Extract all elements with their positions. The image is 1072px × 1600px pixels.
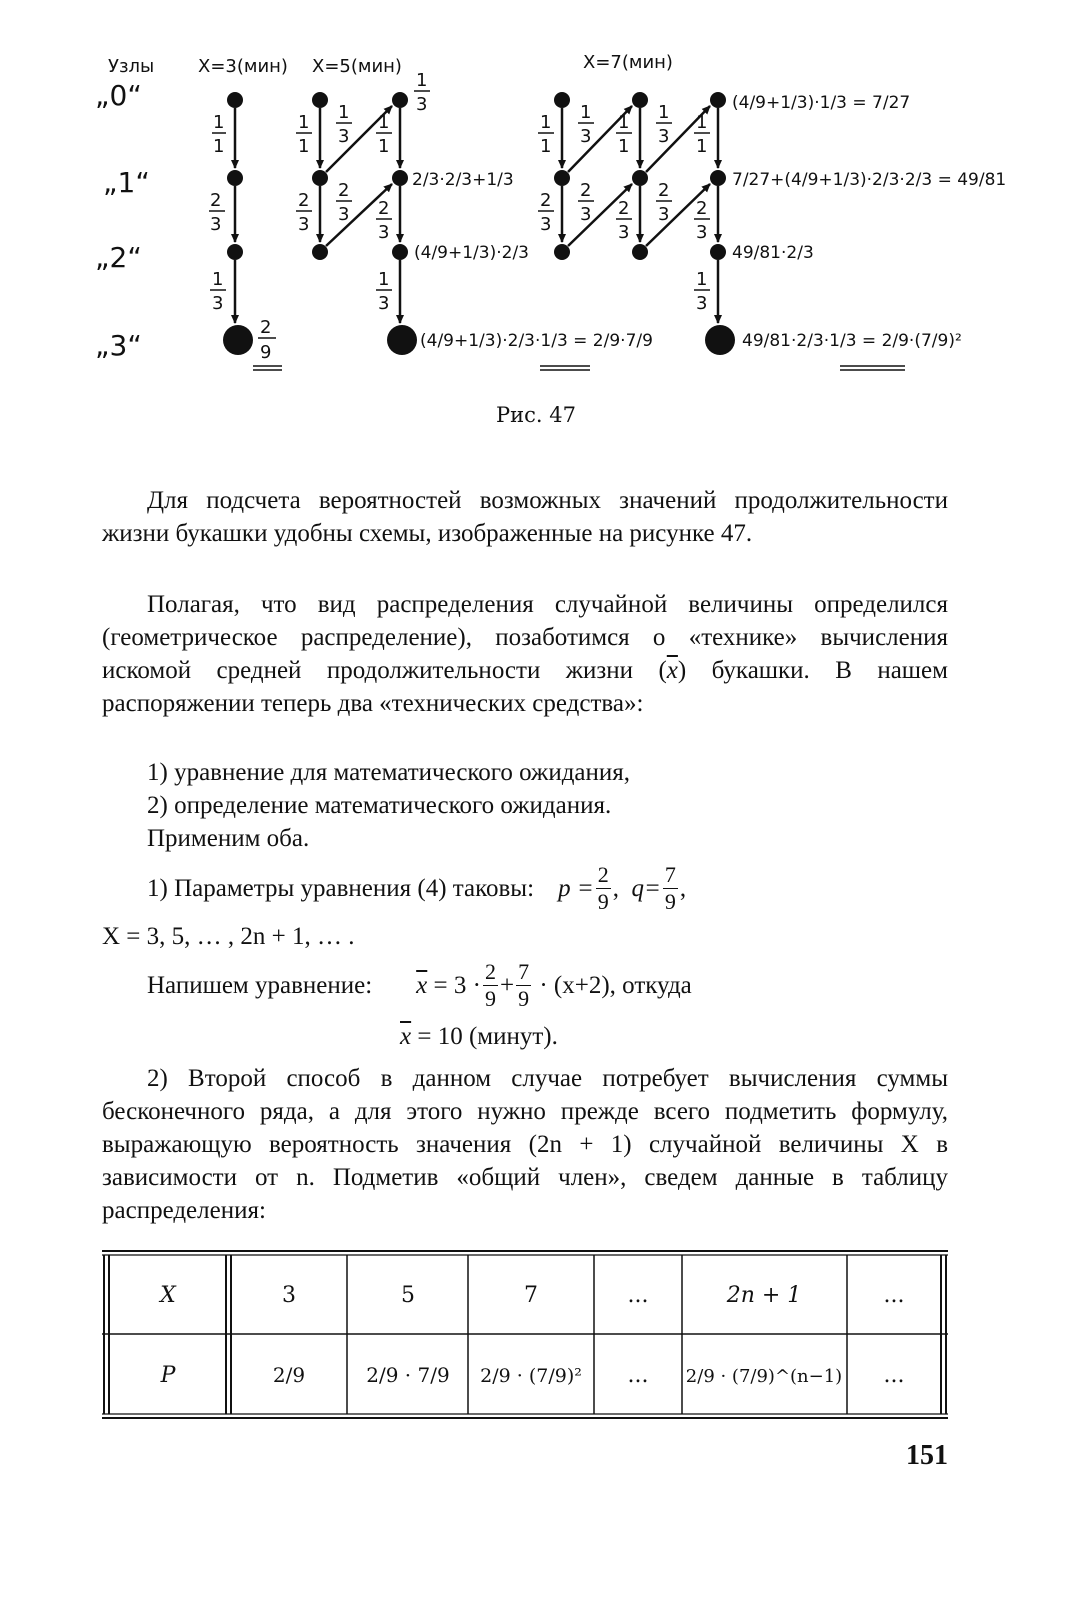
col2-title: X=5(мин)	[312, 56, 402, 77]
node-dot	[392, 92, 408, 108]
edge-label-num: 1	[618, 112, 630, 133]
row-p-label: P	[160, 1363, 176, 1388]
node-label-0: „0“	[95, 79, 142, 112]
col1-title: X=3(мин)	[198, 56, 288, 77]
edge-label-num: 1	[696, 112, 708, 133]
edge-label-num: 1	[338, 102, 350, 123]
terminal-node	[705, 325, 735, 355]
node-dot	[710, 244, 726, 260]
equation-line	[147, 955, 993, 1015]
edge-label-num: 1	[540, 112, 552, 133]
node-dot	[312, 170, 328, 186]
edge-label-den: 1	[540, 136, 552, 157]
edge-label-den: 3	[696, 222, 708, 243]
edge-label-den: 1	[298, 136, 310, 157]
mean-symbol: $\overline{x}$	[416, 971, 428, 999]
table-cell-x: 7	[524, 1283, 538, 1308]
edge-label-num: 2	[298, 190, 310, 211]
node-label-3: „3“	[95, 329, 142, 362]
equation-part-a: = 3 ·	[433, 971, 481, 999]
p-numerator: 2	[597, 861, 609, 887]
scheme-x7	[538, 92, 1006, 370]
edge-label-num: 1	[416, 70, 428, 91]
node-label-2: „2“	[95, 241, 142, 274]
q-lhs: q=	[631, 874, 661, 902]
node-dot	[710, 92, 726, 108]
edge-label-num: 2	[378, 198, 390, 219]
node-dot	[710, 170, 726, 186]
fraction-denominator: 9	[484, 985, 496, 1011]
fraction-denominator: 9	[518, 985, 530, 1011]
p-denominator: 9	[597, 888, 609, 914]
node-label-1: „1“	[103, 166, 150, 199]
node-dot	[227, 92, 243, 108]
node1-probability-expression: 7/27+(4/9+1/3)·2/3·2/3 = 49/81	[732, 170, 1007, 190]
mean-symbol: $\overline{x}$	[400, 1023, 412, 1050]
node0-probability-expression: (4/9+1/3)·1/3 = 7/27	[732, 93, 911, 113]
edge-label-den: 3	[618, 222, 630, 243]
final-prob-num: 2	[260, 317, 272, 338]
edge-label-den: 1	[696, 136, 708, 157]
node-dot	[312, 244, 328, 260]
edge-label-den: 1	[618, 136, 630, 157]
node2-probability-expression: 49/81·2/3	[732, 243, 814, 263]
table-cell-x: ...	[883, 1283, 905, 1308]
row-x-label: X	[160, 1283, 176, 1308]
edge-label-num: 1	[696, 269, 708, 290]
edge-label-den: 3	[378, 222, 390, 243]
final-probability-expression: (4/9+1/3)·2/3·1/3 = 2/9·7/9	[420, 331, 653, 351]
fraction-numerator: 7	[518, 958, 530, 984]
edge-label-num: 2	[696, 198, 708, 219]
fraction-2-9	[483, 958, 498, 1011]
equation-result	[400, 1020, 1072, 1053]
edge-label-num: 2	[210, 190, 222, 211]
edge-label-num: 2	[580, 180, 592, 201]
edge-label-den: 3	[298, 214, 310, 235]
parameters-lead: 1) Параметры уравнения (4) таковы:	[147, 874, 535, 902]
edge-label-num: 1	[213, 112, 225, 133]
edge-label-den: 3	[378, 293, 390, 314]
nodes-header: Узлы	[108, 56, 155, 77]
edge-label-den: 3	[338, 204, 350, 225]
paragraph-text-a: Полагая, что вид распределения случайной величины определился (геометрическое распределение), позаботимся о «технике» вычисления искомой средней продолжительности жизни (	[102, 591, 948, 684]
edge-label-den: 3	[658, 204, 670, 225]
paragraph-second-method: 2) Второй способ в данном случае потребует вычисления суммы бесконечного ряда, а для этого нужно прежде всего подметить формулу, выражающую вероятность значения (2n + 1) случайной величины X в зависимости от n. Подметив «общий член», сведем данные в таблицу распределения:	[102, 1065, 948, 1224]
table-cell-x: ...	[627, 1283, 649, 1308]
table-cell-p: ...	[627, 1363, 649, 1388]
table-cell-x: 2n + 1	[726, 1283, 802, 1308]
edge-label-num: 2	[540, 190, 552, 211]
equation-tail: · (x+2), откуда	[539, 971, 692, 999]
node-dot	[554, 170, 570, 186]
edge-label-num: 1	[298, 112, 310, 133]
apply-both-text: Применим оба.	[147, 825, 310, 852]
edge-label-num: 2	[658, 180, 670, 201]
edge-label-den: 3	[696, 293, 708, 314]
fraction-numerator: 2	[484, 958, 496, 984]
node-dot	[312, 92, 328, 108]
edge-label-num: 1	[212, 269, 224, 290]
edge-label-den: 3	[580, 204, 592, 225]
table-cell-p: 2/9	[272, 1363, 306, 1387]
node-dot	[554, 244, 570, 260]
edge-label-num: 1	[580, 102, 592, 123]
distribution-table	[102, 1250, 948, 1420]
node-dot	[632, 92, 648, 108]
result-value: = 10 (минут).	[417, 1023, 558, 1050]
edge-label-den: 3	[580, 126, 592, 147]
node1-probability-expression: 2/3·2/3+1/3	[412, 170, 514, 190]
edge-label-den: 1	[378, 136, 390, 157]
node-dot	[392, 244, 408, 260]
terminal-node	[387, 325, 417, 355]
final-prob-den: 9	[260, 342, 272, 363]
q-denominator: 9	[664, 888, 676, 914]
terminal-node	[223, 325, 253, 355]
figure-caption: Рис. 47	[496, 403, 576, 427]
fraction-7-9	[516, 958, 531, 1011]
edge-label-den: 3	[210, 214, 222, 235]
parameters-line: 1) Параметры уравнения (4) таковы: p = $\frac{2}{9}$ , q= $\frac{7}{9}$ ,	[147, 861, 687, 914]
scheme-x5	[296, 70, 653, 370]
plus-sign: +	[499, 971, 515, 999]
mean-symbol: $\overline{x}$	[666, 657, 678, 684]
table-cell-x: 5	[401, 1283, 415, 1308]
edge-label-num: 1	[658, 102, 670, 123]
edge-label-num: 2	[338, 180, 350, 201]
edge-label-num: 1	[378, 269, 390, 290]
table-cell-x: 3	[282, 1283, 296, 1308]
table-cell-p: 2/9 · (7/9)²	[480, 1365, 582, 1387]
scheme-x3	[209, 92, 282, 370]
paragraph-schemes: Для подсчета вероятностей возможных значений продолжительности жизни букашки удобны схемы, изображенные на рисунке 47.	[102, 487, 948, 547]
node-dot	[632, 244, 648, 260]
edge-label-num: 1	[378, 112, 390, 133]
node2-probability-expression: (4/9+1/3)·2/3	[414, 243, 529, 263]
edge-label-den: 3	[658, 126, 670, 147]
col3-title: X=7(мин)	[583, 52, 673, 73]
figure-47-diagram	[0, 0, 1072, 395]
paragraph-geometric	[102, 588, 948, 720]
equation-lead: Напишем уравнение:	[147, 971, 373, 999]
p-fraction	[596, 861, 611, 914]
x-values-line: X = 3, 5, … , 2n + 1, … .	[102, 923, 355, 950]
paragraph-text-b: ) букашки. В нашем распоряжении теперь два «технических средства»:	[102, 657, 948, 717]
list-item-2: 2) определение математического ожидания.	[147, 792, 612, 819]
page-number: 151	[906, 1440, 948, 1471]
node-dot	[554, 92, 570, 108]
table-cell-p: 2/9 · (7/9)^(n−1)	[685, 1366, 843, 1387]
edge-label-den: 3	[540, 214, 552, 235]
edge-label-den: 3	[212, 293, 224, 314]
p-lhs: p =	[558, 874, 594, 902]
edge-label-num: 2	[618, 198, 630, 219]
edge-label-den: 3	[338, 126, 350, 147]
table-cell-p: ...	[883, 1363, 905, 1388]
node-dot	[392, 170, 408, 186]
edge-label-den: 3	[416, 94, 428, 115]
final-probability-expression: 49/81·2/3·1/3 = 2/9·(7/9)²	[742, 331, 962, 351]
table-cell-p: 2/9 · 7/9	[366, 1363, 450, 1387]
list-item-1: 1) уравнение для математического ожидания,	[147, 759, 631, 786]
node-dot	[227, 244, 243, 260]
edge-label-den: 1	[213, 136, 225, 157]
node-dot	[632, 170, 648, 186]
q-numerator: 7	[664, 861, 676, 887]
q-fraction	[663, 861, 678, 914]
node-dot	[227, 170, 243, 186]
